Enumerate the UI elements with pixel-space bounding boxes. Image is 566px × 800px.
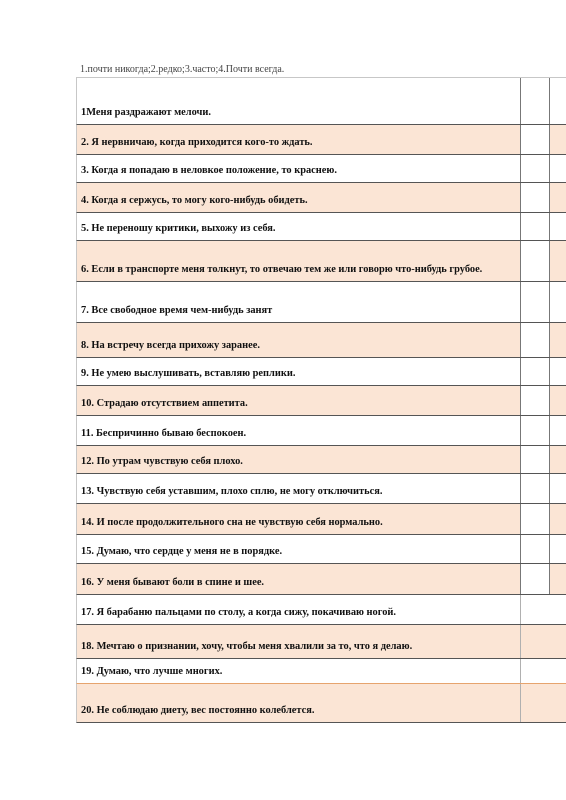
question-text: 4. Когда я сержусь, то могу кого-нибудь обидеть. (81, 195, 308, 206)
question-text: 2. Я нервничаю, когда приходится кого-то ждать. (81, 137, 313, 148)
table-row (76, 213, 566, 241)
answer-cell[interactable] (520, 416, 550, 445)
answer-cell[interactable] (520, 535, 550, 563)
answer-cell[interactable] (520, 474, 550, 503)
answer-cell[interactable] (520, 595, 566, 624)
question-text: 18. Мечтаю о признании, хочу, чтобы меня хвалили за то, что я делаю. (81, 641, 413, 652)
question-text: 14. И после продолжительного сна не чувствую себя нормально. (81, 517, 383, 528)
question-text: 12. По утрам чувствую себя плохо. (81, 456, 243, 467)
question-text: 15. Думаю, что сердце у меня не в порядке. (81, 546, 283, 557)
table-row (76, 183, 566, 213)
question-text: 16. У меня бывают боли в спине и шее. (81, 577, 265, 588)
answer-cell[interactable] (520, 78, 550, 124)
questionnaire-table (76, 77, 566, 723)
question-text: 13. Чувствую себя уставшим, плохо сплю, не могу отключиться. (81, 486, 383, 497)
question-text: 5. Не переношу критики, выхожу из себя. (81, 223, 276, 234)
table-row (76, 282, 566, 323)
question-text: 20. Не соблюдаю диету, вес постоянно колеблется. (81, 705, 315, 716)
answer-cell[interactable] (520, 659, 566, 683)
table-row (76, 241, 566, 282)
answer-cell[interactable] (520, 213, 550, 240)
table-row (76, 474, 566, 504)
table-row (76, 155, 566, 183)
answer-cell[interactable] (520, 625, 566, 658)
table-row (76, 416, 566, 446)
table-row (76, 535, 566, 564)
answer-cell[interactable] (520, 125, 550, 154)
question-text: 9. Не умею выслушивать, вставляю реплики. (81, 368, 296, 379)
answer-cell[interactable] (520, 183, 550, 212)
table-row (76, 504, 566, 535)
question-text: 17. Я барабаню пальцами по столу, а когда сижу, покачиваю ногой. (81, 607, 396, 618)
answer-cell[interactable] (520, 358, 550, 385)
table-row (76, 386, 566, 416)
table-row (76, 77, 566, 125)
table-row (76, 125, 566, 155)
question-text: 10. Страдаю отсутствием аппетита. (81, 398, 248, 409)
answer-cell[interactable] (520, 386, 550, 415)
table-row (76, 625, 566, 659)
answer-cell[interactable] (520, 446, 550, 473)
table-row (76, 358, 566, 386)
answer-cell[interactable] (520, 684, 566, 722)
answer-cell[interactable] (520, 323, 550, 357)
answer-cell[interactable] (520, 155, 550, 182)
question-text: 19. Думаю, что лучше многих. (81, 666, 223, 677)
table-row (76, 323, 566, 358)
question-text: 6. Если в транспорте меня толкнут, то отвечаю тем же или говорю что-нибудь грубое. (81, 264, 483, 275)
table-row (76, 446, 566, 474)
answer-cell[interactable] (520, 504, 550, 534)
table-row (76, 595, 566, 625)
question-text: 11. Беспричинно бываю беспокоен. (81, 428, 247, 439)
answer-cell[interactable] (520, 564, 550, 594)
answer-cell[interactable] (520, 241, 550, 281)
answer-scale-legend: 1.почти никогда;2.редко;3.часто;4.Почти всегда. (80, 64, 285, 75)
table-row (76, 659, 566, 684)
question-text: 8. На встречу всегда прихожу заранее. (81, 340, 260, 351)
table-row (76, 564, 566, 595)
table-row (76, 684, 566, 723)
answer-cell[interactable] (520, 282, 550, 322)
question-text: 1Меня раздражают мелочи. (81, 107, 211, 118)
question-text: 3. Когда я попадаю в неловкое положение, то краснею. (81, 165, 337, 176)
question-text: 7. Все свободное время чем-нибудь занят (81, 305, 273, 316)
